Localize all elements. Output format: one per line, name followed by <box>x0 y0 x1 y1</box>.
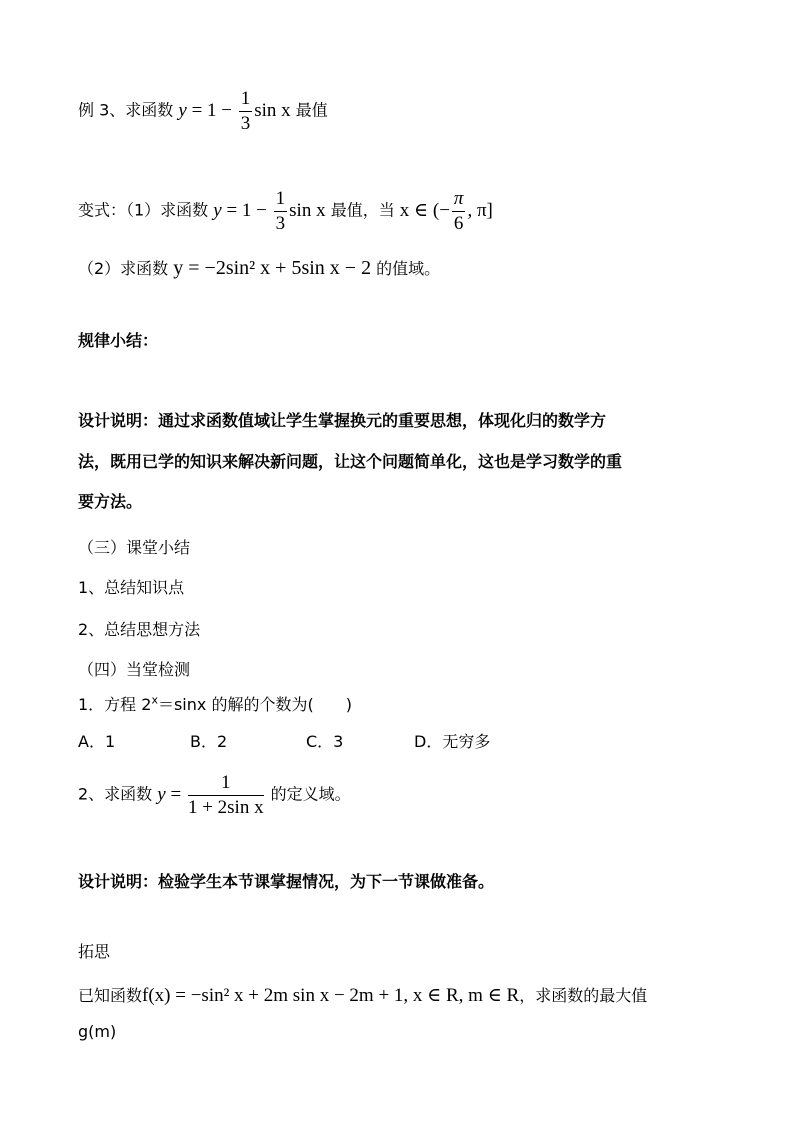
extension-title: 拓思 <box>78 942 111 961</box>
variant-1 <box>78 188 493 235</box>
variant-2-formula: y = −2sin² x + 5sin x − 2 <box>173 257 372 279</box>
example-3-suffix: 最值 <box>295 100 328 120</box>
example-3 <box>78 88 328 135</box>
extension-gm: g(m) <box>78 1022 117 1041</box>
example-3-label: 例 3、求函数 <box>78 100 174 120</box>
design-note-1-line1: 设计说明：通过求函数值域让学生掌握换元的重要思想，体现化归的数学方 <box>78 411 607 430</box>
variant-2 <box>78 258 440 278</box>
option-a: A．1 <box>78 732 116 751</box>
section-4-heading: （四）当堂检测 <box>78 660 191 679</box>
question-1-options <box>78 734 490 750</box>
variant-1-mid: 最值，当 <box>330 200 395 220</box>
design-note-2: 设计说明：检验学生本节课掌握情况，为下一节课做准备。 <box>78 872 495 891</box>
variant-2-label: （2）求函数 <box>78 259 169 278</box>
variant-2-suffix: 的值域。 <box>376 259 441 278</box>
question-2-formula: y = $\frac{1}{\text{1 + 2sin x}}$ <box>157 772 264 818</box>
option-b: B．2 <box>190 732 228 751</box>
extension-formula: f(x) = −sin² x + 2m sin x − 2m + 1, x ∈ R, m ∈ R <box>142 985 520 1006</box>
variant-1-formula: y = 1 − $\frac{1}{3}$ sin x <box>213 188 326 234</box>
section-3-heading: （三）课堂小结 <box>78 538 191 557</box>
design-note-1-line3: 要方法。 <box>78 492 143 511</box>
extension-problem: 已知函数f(x) = −sin² x + 2m sin x − 2m + 1, x ∈ R, m ∈ R，求函数的最大值 <box>78 985 648 1006</box>
question-2: 2、求函数 y = $\frac{1}{\text{1 + 2sin x}}$ 的定义域。 <box>78 772 351 818</box>
question-1: 1．方程 $2^x=\sin x$ 的解的个数为( ) <box>78 693 352 714</box>
option-c: C．3 <box>306 732 344 751</box>
variant-1-interval: x ∈ (− $\frac{\pi}{6}$ , π] <box>399 188 493 234</box>
rule-summary: 规律小结： <box>78 331 159 350</box>
example-3-formula: y = 1 − $\frac{1}{3}$ sin x <box>178 88 291 134</box>
option-d: D．无穷多 <box>414 732 491 751</box>
variant-1-label: 变式：（1）求函数 <box>78 200 209 220</box>
section-3-item-2: 2、总结思想方法 <box>78 620 201 639</box>
section-3-item-1: 1、总结知识点 <box>78 578 185 597</box>
design-note-1-line2: 法，既用已学的知识来解决新问题，让这个问题简单化，这也是学习数学的重 <box>78 452 623 471</box>
